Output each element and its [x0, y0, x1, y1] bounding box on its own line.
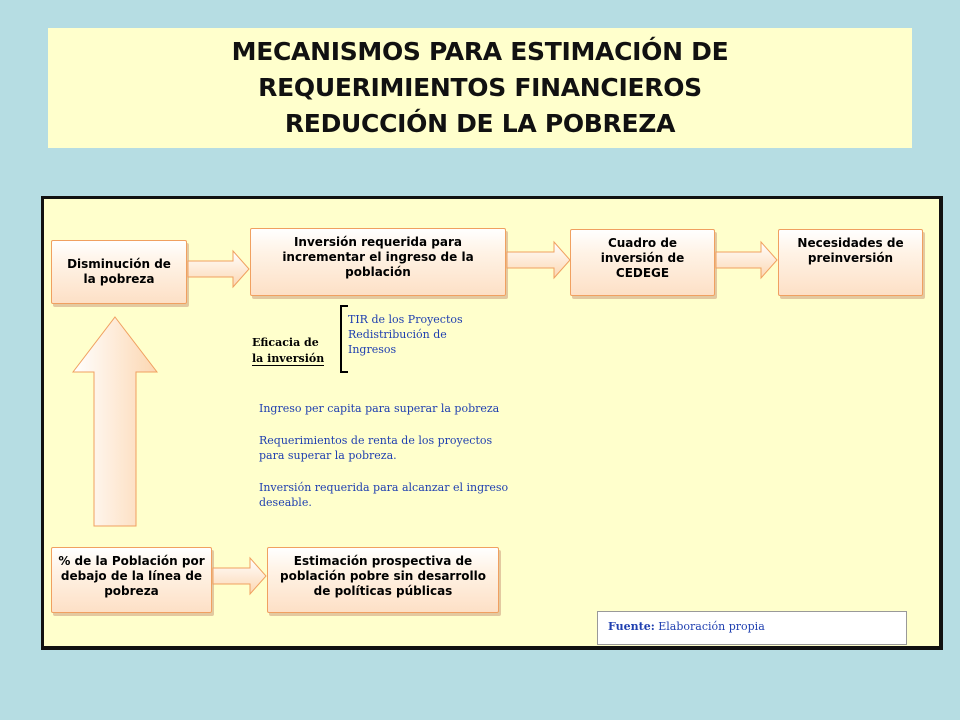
box-necesidades-preinversion — [778, 229, 923, 296]
note-requerimientos-renta-cont: para superar la pobreza. — [259, 449, 397, 462]
box-disminucion-label: Disminución de la pobreza — [67, 257, 171, 286]
fuente-text: Elaboración propia — [658, 620, 765, 633]
eficacia-line-1: Eficacia de — [252, 336, 319, 349]
arrow-right-2 — [506, 240, 572, 280]
note-ingreso-per-capita: Ingreso per capita para superar la pobreza — [259, 402, 500, 415]
box-porcentaje-poblacion — [51, 547, 212, 613]
note-inversion-requerida-cont: deseable. — [259, 496, 312, 509]
arrow-right-3 — [715, 240, 779, 280]
arrow-right-1 — [187, 249, 251, 289]
title-banner — [48, 28, 912, 148]
eficacia-item: Redistribución de — [348, 328, 447, 341]
box-inversion-requerida — [250, 228, 506, 296]
box-cuadro-cedege — [570, 229, 715, 296]
fuente-box — [597, 611, 907, 645]
eficacia-bracket — [340, 305, 348, 373]
box-estimacion-label: Estimación prospectiva de población pobre sin desarrollo de políticas públicas — [280, 554, 486, 598]
title-line-2: REQUERIMIENTOS FINANCIEROS — [258, 73, 702, 102]
box-estimacion-prospectiva — [267, 547, 499, 613]
note-inversion-requerida: Inversión requerida para alcanzar el ingreso — [259, 481, 509, 494]
eficacia-items — [348, 312, 463, 357]
eficacia-line-2: la inversión — [252, 352, 325, 365]
title-line-3: REDUCCIÓN DE LA POBREZA — [284, 109, 676, 138]
box-disminucion-pobreza — [51, 240, 187, 304]
box-porcentaje-label: % de la Población por debajo de la línea de pobreza — [58, 554, 205, 598]
box-inversion-label: Inversión requerida para incrementar el ingreso de la población — [282, 235, 474, 279]
box-necesidades-label: Necesidades de preinversión — [797, 236, 904, 265]
fuente-label: Fuente: — [608, 620, 655, 633]
eficacia-item: Ingresos — [348, 343, 397, 356]
box-cuadro-label: Cuadro de inversión de CEDEGE — [600, 236, 685, 280]
note-requerimientos-renta: Requerimientos de renta de los proyectos — [259, 434, 493, 447]
eficacia-item: TIR de los Proyectos — [348, 313, 463, 326]
arrow-up — [72, 316, 158, 528]
title-line-1: MECANISMOS PARA ESTIMACIÓN DE — [231, 37, 729, 66]
notes-block — [259, 401, 508, 510]
arrow-right-4 — [212, 556, 268, 596]
eficacia-label — [252, 335, 324, 367]
